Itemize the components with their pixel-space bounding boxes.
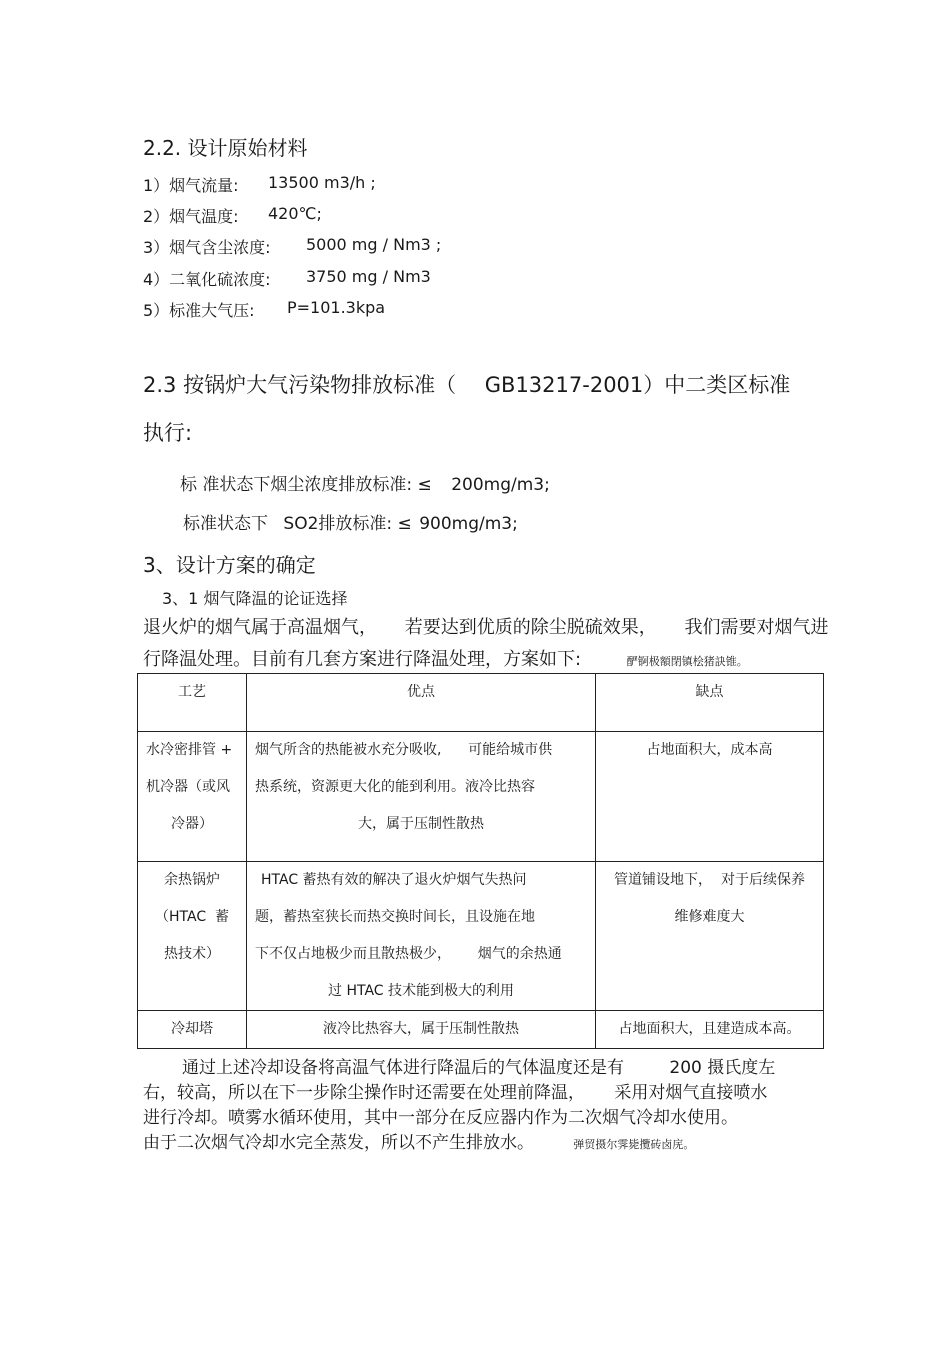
table-header-cell: 优点 xyxy=(247,674,596,732)
cell-line: 水冷密排管 + xyxy=(146,742,233,758)
table-row xyxy=(138,732,824,862)
text-run: 右，较高，所以在下一步除尘操作时还需要在处理前降温， xyxy=(143,1083,585,1103)
pros-cell xyxy=(247,732,596,862)
footnote-text: 弹贸摄尔霁毙攬砖卤庑。 xyxy=(573,1138,695,1151)
conclusion-line-4 xyxy=(143,1128,694,1153)
section-2-3-heading xyxy=(143,369,790,399)
text-run: 行降温处理。目前有几套方案进行降温处理，方案如下: xyxy=(143,649,582,670)
text-run: 采用对烟气直接喷水 xyxy=(614,1083,768,1103)
cooling-methods-table xyxy=(137,673,824,1049)
cell-line: （HTAC 蓄 xyxy=(155,909,229,925)
text-run: 若要达到优质的除尘脱硫效果， xyxy=(404,617,657,638)
conclusion-line-1 xyxy=(182,1053,775,1078)
process-cell xyxy=(138,862,247,1011)
cell-line: 余热锅炉 xyxy=(164,872,220,888)
cell-line: 下不仅占地极少而且散热极少， 烟气的余热通 xyxy=(255,946,562,962)
section-3-1-heading: 3、1 烟气降温的论证选择 xyxy=(162,589,348,608)
standard-label: 标准状态下 xyxy=(183,514,268,534)
section-2-2-heading: 2.2. 设计原始材料 xyxy=(143,136,308,160)
cons-cell xyxy=(596,1011,824,1049)
section-3-heading: 3、设计方案的确定 xyxy=(143,553,316,577)
cell-line: HTAC 蓄热有效的解决了退火炉烟气失热问 xyxy=(261,872,527,888)
heading-part: 2.3 按锅炉大气污染物排放标准（ xyxy=(143,373,457,397)
list-item xyxy=(143,204,322,227)
list-item-label: 5）标准大气压: xyxy=(143,301,255,320)
cell-line: 机冷器（或风 xyxy=(146,779,230,795)
list-item-value: P=101.3kpa xyxy=(287,298,386,317)
cell-line: 管道铺设地下， 对于后续保养 xyxy=(614,872,805,888)
list-item-value: 5000 mg / Nm3 ; xyxy=(306,235,442,254)
text-run: 通过上述冷却设备将高温气体进行降温后的气体温度还是有 xyxy=(182,1058,624,1078)
cell-line: 占地面积大，成本高 xyxy=(646,742,773,758)
cell-line: 过 HTAC 技术能到极大的利用 xyxy=(328,983,514,999)
list-item xyxy=(143,267,431,290)
list-item-label: 1）烟气流量: xyxy=(143,176,239,195)
process-cell xyxy=(138,732,247,862)
standard-label: 标 准状态下烟尘浓度排放标准: ≤ xyxy=(180,475,432,495)
emission-standard-dust xyxy=(180,470,550,495)
table-header-row xyxy=(138,674,824,732)
cons-cell xyxy=(596,732,824,862)
standard-mid: SO2排放标准: ≤ xyxy=(283,514,412,534)
standard-value: 900mg/m3; xyxy=(419,514,518,534)
list-item xyxy=(143,235,442,258)
list-item xyxy=(143,173,376,196)
table-row xyxy=(138,1011,824,1049)
list-item-value: 13500 m3/h ; xyxy=(268,173,376,192)
table-header-cell: 工艺 xyxy=(138,674,247,732)
list-item xyxy=(143,298,386,321)
intro-line-1 xyxy=(143,613,828,639)
conclusion-line-3: 进行冷却。喷雾水循环使用，其中一部分在反应器内作为二次烟气冷却水使用。 xyxy=(143,1108,738,1128)
standard-value: 200mg/m3; xyxy=(451,475,550,495)
cell-line: 热系统，资源更大化的能到利用。液冷比热容 xyxy=(255,779,535,795)
list-item-label: 3）烟气含尘浓度: xyxy=(143,238,271,257)
text-run: 我们需要对烟气进 xyxy=(684,617,829,638)
list-item-label: 4）二氧化硫浓度: xyxy=(143,270,271,289)
list-item-label: 2）烟气温度: xyxy=(143,207,239,226)
heading-code: GB13217-2001）中二类区标准 xyxy=(484,373,791,397)
table-row xyxy=(138,862,824,1011)
pros-cell xyxy=(247,862,596,1011)
footnote-text: 酽锕极額閉镇桧猪訣锥。 xyxy=(626,655,748,668)
cell-line: 题，蓄热室狭长而热交换时间长，且设施在地 xyxy=(255,909,535,925)
cell-line: 烟气所含的热能被水充分吸收, 可能给城市供 xyxy=(255,742,553,758)
table-header-cell: 缺点 xyxy=(596,674,824,732)
list-item-value: 420℃; xyxy=(268,204,322,223)
section-2-3-heading-line2: 执行: xyxy=(143,421,193,445)
cell-line: 占地面积大，且建造成本高。 xyxy=(618,1021,801,1037)
cell-line: 热技术） xyxy=(164,946,220,962)
cons-cell xyxy=(596,862,824,1011)
text-run: 退火炉的烟气属于高温烟气， xyxy=(143,617,377,638)
cell-line: 维修难度大 xyxy=(674,909,745,925)
cell-line: 大，属于压制性散热 xyxy=(358,816,484,832)
conclusion-line-2 xyxy=(143,1078,767,1103)
cell-line: 冷却塔 xyxy=(171,1021,213,1037)
list-item-value: 3750 mg / Nm3 xyxy=(306,267,431,286)
pros-cell xyxy=(247,1011,596,1049)
emission-standard-so2 xyxy=(183,509,518,534)
text-run: 由于二次烟气冷却水完全蒸发，所以不产生排放水。 xyxy=(143,1133,534,1153)
process-cell xyxy=(138,1011,247,1049)
cell-line: 冷器） xyxy=(171,816,213,832)
intro-line-2 xyxy=(143,645,748,671)
text-run: 200 摄氏度左 xyxy=(669,1058,776,1078)
cell-line: 液冷比热容大，属于压制性散热 xyxy=(323,1021,519,1037)
